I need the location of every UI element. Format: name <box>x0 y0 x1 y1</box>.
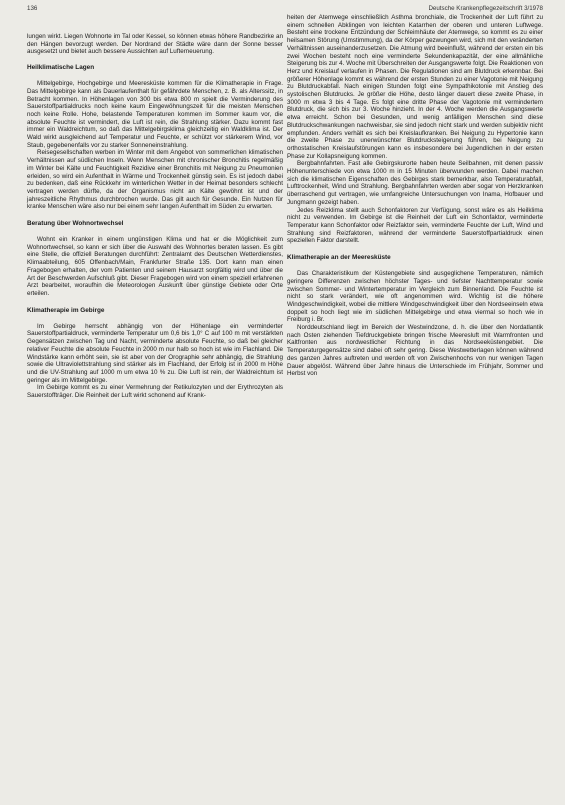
left-column <box>27 33 283 400</box>
paragraph: Das Charakteristikum der Küstengebiete sind ausgeglichene Temperaturen, nämlich geringere Differenzen zwischen höchster Tages- und tiefster Nachttemperatur sowie zwischen Sommer- und Wintertemperatur im Vergleich zum Binnenland. Die Feuchte ist nicht so stark verändert, wie oft angenommen wird. Wichtig ist die höhere Windgeschwindigkeit, wobei die mittlere Windgeschwindigkeit über den Nordseeinseln etwa doppelt so hoch liegt wie im südlichen Mittelgebirge und etwa viermal so hoch wie in Freiburg i. Br. <box>287 270 543 324</box>
paragraph: heiten der Atemwege einschließlich Asthma bronchiale, die Trockenheit der Luft führt zu einem schnellen Abklingen von leichten Katarrhen der oberen und unteren Luftwege. Besteht eine trockene Entzündung der Schleimhäute der Atemwege, so kommt es zu einer heilsamen Störung (Umstimmung), da der Körper gezwungen wird, sich mit den veränderten Verhältnissen auseinanderzusetzen. Die Atmung wird beeinflußt, während der ersten ein bis zwei Wochen besteht noch eine verminderte Sekundenkapazität, der eine allmähliche Steigerung bis zur 4. Woche mit Überschreiten der Ausgangswerte folgt. Die Reaktionen von Herz und Kreislauf verlaufen in Phasen. Die Regulationen sind am Blutdruck erkennbar. Bei größerer Höhenlage kommt es während der ersten Stunden zu einer Vagotonie mit Neigung zu Blutdruckabfall. Nach einigen Stunden folgt eine Sympathikotonie mit Anstieg des systolischen Blutdrucks. Je größer die Höhe, desto länger dauert diese zweite Phase, in 3000 m etwa 3 bis 4 Tage. Es folgt eine dritte Phase der Vagotonie mit vermindertem Blutdruck, die sich bis zur 3. Woche hinzieht. In der 4. Woche werden die Ausgangswerte etwa erreicht. Schon bei Gesunden, und wenig anfälligen Menschen sind diese Blutdruckschwankungen nachweisbar, sie sind jedoch nicht stark und werden subjektiv nicht empfunden. Anders verhält es sich bei Kreislaufkranken. Bei Neigung zu Hypertonie kann die zweite Phase zu unerwünschter Blutdrucksteigerung führen, bei Neigung zu orthostatischen Kreislaufstörungen kann es insbesondere bei Jugendlichen in der ersten Phase zur Kollapsneigung kommen. <box>287 14 543 160</box>
section-heading: Beratung über Wohnortwechsel <box>27 220 124 228</box>
section-heading: Heilklimatische Lagen <box>27 64 95 72</box>
paragraph: Mittelgebirge, Hochgebirge und Meeresküste kommen für die Klimatherapie in Frage. Das Mittelgebirge kann als Dauerlaufenthalt für gefährdete Menschen, z. B. als Alterssitz, in Betracht kommen. In Höhenlagen von 300 bis etwa 800 m spielt die Verminderung des Sauerstoffpartialdrucks noch keine kaum Eingewöhnungszeit für die meisten Menschen noch keine Rolle. Hohe, belastende Temperaturen kommen im Sommer kaum vor, die absolute Feuchte ist vermindert, die Luft ist rein, die Strahlung stärker. Dazu kommt fast immer ein Waldreichtum, so daß das Mittelgebirgsklima gleichzeitig ein Waldklima ist. Der Wald wirkt ausgleichend auf Temperatur und Feuchte, er schützt vor stärkerem Wind, vor Staub, gegebenenfalls vor zu starker Sonneneinstrahlung. <box>27 80 283 149</box>
paragraph: Wohnt ein Kranker in einem ungünstigen Klima und hat er die Möglichkeit zum Wohnortwechsel, so kann er sich über die Auswahl des Wohnortes beraten lassen. Es gibt eine Stelle, die offiziell Beratungen durchführt: Zentralamt des Deutschen Wetterdienstes, Klimaabteilung, 605 Offenbach/Main, Frankfurter Straße 135. Dort kann man einen Fragebogen erhalten, der vom Patienten und seinem Hausarzt sorgfältig wird und über die Art der Beschwerden Aufschluß gibt. Dieser Fragebogen wird von einem speziell erfahrenen Arzt bearbeitet, woraufhin die Meteorologen Auskunft über günstige Gebiete oder Orte erteilen. <box>27 236 283 297</box>
paragraph: Reisegesellschaften werben im Winter mit dem Angebot von sommerlichen klimatischen Verhältnissen auf südlichen Inseln. Wenn Menschen mit chronischer Bronchitis regelmäßig im Winter bei Kälte und Feuchtigkeit Rezidive einer Bronchitis mit Neigung zu Pneumonien erleiden, so wird ein Aufenthalt in Wärme und Trockenheit günstig sein. Es ist jedoch dabei zu bedenken, daß eine Rückkehr im winterlichen Wetter in der Heimat besonders schlecht vertragen werden dürfte, da der Organismus nicht an Kälte gewöhnt ist und der jahreszeitliche Rhythmus durchbrochen wurde. Das gilt auch für Gesunde. Ein Nutzen für kranke Menschen wäre also nur bei einem sehr langen Aufenthalt im Süden zu erwarten. <box>27 149 283 211</box>
right-column <box>287 6 543 378</box>
section-heading: Klimatherapie an der Meeresküste <box>287 254 391 262</box>
paragraph: Bergbahnfahrten. Fast alle Gebirgskurorte haben heute Seilbahnen, mit denen passiv Höhenunterschiede von etwa 1000 m in 15 Minuten überwunden werden. Dabei machen sich die klimatischen Eigenschaften des Gebirges stark bemerkbar, also Temperaturabfall, Lufttrockenheit, Wind und Strahlung. Bergbahnfahrten werden aber sogar von Herzkranken überraschend gut vertragen, wie umfangreiche Untersuchungen von Inama, Hofbauer und Jungmann gezeigt haben. <box>287 160 543 206</box>
paragraph: lungen wirkt. Liegen Wohnorte im Tal oder Kessel, so können etwas höhere Randbezirke an den Hängen bevorzugt werden. Der Nordrand der Städte wäre dann der Sonne besser ausgesetzt und bietet auch bessere Aussichten auf Lufterneuerung. <box>27 33 283 56</box>
paragraph: Im Gebirge herrscht abhängig von der Höhenlage ein verminderter Sauerstoffpartialdruck, verminderte Temperatur um 0,6 bis 1,0° C auf 100 m mit verstärkten Gegensätzen zwischen Tag und Nacht, verminderte absolute Feuchte, so daß bei gleicher relativer Feuchte die absolute Feuchte in 2000 m nur halb so hoch ist wie im Flachland. Die Windstärke kann erhöht sein, sie ist aber von der Orographie sehr abhängig, die Strahlung sowie die Ultraviolettstrahlung sind stärker als im Flachland, der Erfolg ist in 2000 m Höhe und die UV-Strahlung auf 1000 m um etwa 10 % zu. Die Luft ist rein, der Waldreichtum ist geringer als im Mittelgebirge. <box>27 322 283 384</box>
page-number: 136 <box>27 5 38 12</box>
paragraph: Im Gebirge kommt es zu einer Vermehrung der Retikulozyten und der Erythrozyten als Sauerstoffträger. Die Reinheit der Luft wirkt schonend auf Krank- <box>27 384 283 400</box>
section-heading: Klimatherapie im Gebirge <box>27 306 105 314</box>
paragraph: Jedes Reizklima stellt auch Schonfaktoren zur Verfügung, sonst wäre es als Heilklima nicht zu verwenden. Im Gebirge ist die Reinheit der Luft ein Schonfaktor, verminderte Temperatur kann Schonfaktor oder Reizfaktor sein, verminderte Feuchte der Luft, Wind und Strahlung sind Reizfaktoren, während der verminderte Sauerstoffpartialdruck einen speziellen Faktor darstellt. <box>287 206 543 245</box>
paragraph: Norddeutschland liegt im Bereich der Westwindzone, d. h. die über den Nordatlantik nach Osten ziehenden Tiefdruckgebiete bringen frische Meeresluft mit Warmfronten und Kaltfronten aus nordwestlicher Richtung in das Nordseeküstengebiet. Die Temperaturgegensätze sind dabei oft sehr gering. Diese Westwetterlagen können während des ganzen Jahres auftreten und werden oft von Zwischenhochs von nur wenigen Tagen Dauer abgelöst. Während über Jahre hinaus die Unterschiede im Frühjahr, Sommer und Herbst von <box>287 324 543 378</box>
journal-title: Deutsche Krankenpflegezeitschrift 3/1978 <box>428 5 543 12</box>
